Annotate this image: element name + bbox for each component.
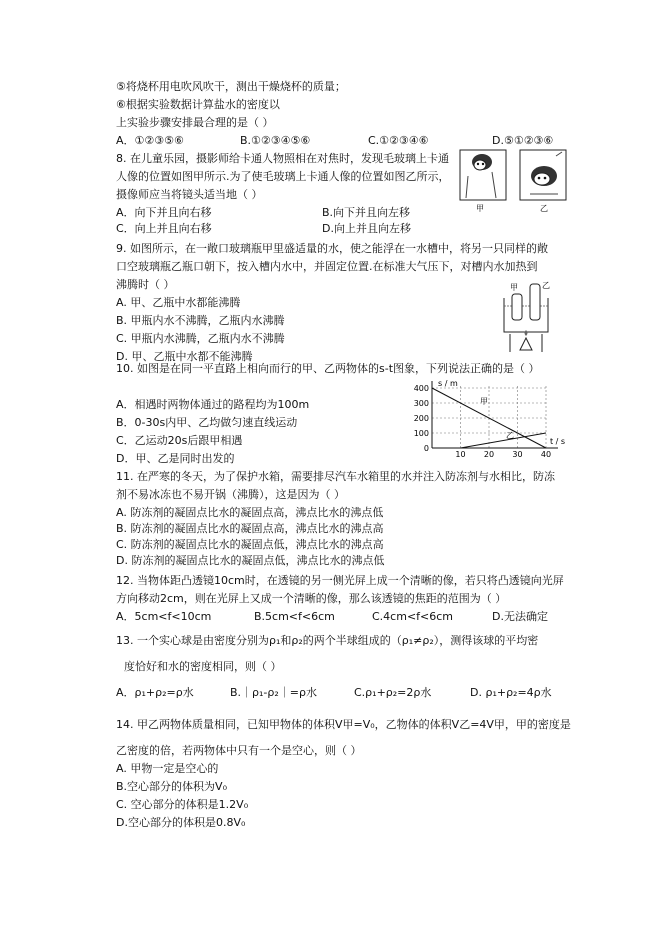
q9-option-d: D. 甲、乙瓶中水都不能沸腾 bbox=[116, 350, 253, 363]
q9-option-a: A. 甲、乙瓶中水都能沸腾 bbox=[116, 296, 241, 309]
q9-option-b: B. 甲瓶内水不沸腾，乙瓶内水沸腾 bbox=[116, 314, 285, 327]
q10-y-axis-label: s / m bbox=[438, 379, 458, 388]
q10-x-axis-label: t / s bbox=[550, 437, 566, 446]
q10-y-tick: 100 bbox=[413, 429, 429, 438]
q8-text-line-3: 摄像师应当将镜头适当地（ ） bbox=[116, 188, 263, 201]
q7-option-b: B.①②③④⑤⑥ bbox=[240, 134, 311, 147]
q9-figure bbox=[500, 278, 554, 358]
q8-figure bbox=[458, 148, 570, 214]
q13-option-b: B.｜ρ₁-ρ₂｜=ρ水 bbox=[230, 686, 317, 699]
q10-x-tick: 10 bbox=[455, 450, 466, 458]
q14-option-c: C. 空心部分的体积是1.2V₀ bbox=[116, 798, 249, 811]
q10-y-tick: 0 bbox=[423, 444, 429, 453]
q9-bottle-yi bbox=[530, 284, 540, 320]
q7-option-a: A．①②③⑤⑥ bbox=[116, 134, 184, 147]
q11-option-d: D. 防冻剂的凝固点比水的凝固点低，沸点比水的沸点低 bbox=[116, 554, 385, 567]
q7-question-text: 上实验步骤安排最合理的是（ ） bbox=[116, 116, 274, 129]
q10-option-d: D．甲、乙是同时出发的 bbox=[116, 452, 235, 465]
q10-option-c: C．乙运动20s后跟甲相遇 bbox=[116, 434, 243, 447]
q11-option-b: B. 防冻剂的凝固点比水的凝固点高，沸点比水的沸点高 bbox=[116, 522, 384, 535]
q9-option-c: C. 甲瓶内水沸腾，乙瓶内水不沸腾 bbox=[116, 332, 285, 345]
q12-text-line-1: 12. 当物体距凸透镜10cm时，在透镜的另一侧光屏上成一个清晰的像，若只将凸透镜向光屏 bbox=[116, 574, 564, 587]
q8-label-jia: 甲 bbox=[476, 204, 484, 213]
q11-option-a: A. 防冻剂的凝固点比水的凝固点高，沸点比水的沸点低 bbox=[116, 506, 384, 519]
q12-text-line-2: 方向移动2cm，则在光屏上又成一个清晰的像，那么该透镜的焦距的范围为（ ） bbox=[116, 592, 507, 605]
q9-text-line-3: 沸腾时（ ） bbox=[116, 278, 175, 291]
q13-option-c: C.ρ₁+ρ₂=2ρ水 bbox=[354, 686, 432, 699]
q11-text-line-1: 11. 在严寒的冬天，为了保护水箱，需要排尽汽车水箱里的水并注入防冻剂与水相比，防冻 bbox=[116, 470, 555, 483]
q9-burner-icon bbox=[520, 338, 532, 350]
q10-x-tick: 30 bbox=[512, 450, 523, 458]
q10-x-tick: 20 bbox=[483, 450, 495, 458]
q9-bottle-jia bbox=[512, 294, 522, 320]
q9-label-yi: 乙 bbox=[542, 281, 550, 290]
q12-option-c: C.4cm<f<6cm bbox=[372, 610, 454, 623]
q9-label-jia: 甲 bbox=[510, 283, 518, 292]
q10-st-graph bbox=[410, 378, 566, 458]
q12-option-a: A．5cm<f<10cm bbox=[116, 610, 212, 623]
q7-option-c: C.①②③④⑥ bbox=[368, 134, 429, 147]
q14-option-d: D.空心部分的体积是0.8V₀ bbox=[116, 816, 246, 829]
q10-line-yi bbox=[461, 433, 547, 448]
q10-y-tick: 400 bbox=[413, 384, 429, 393]
q9-text-line-2: 口空玻璃瓶乙瓶口朝下，按入槽内水中，并固定位置.在标准大气压下，对槽内水加热到 bbox=[116, 260, 538, 273]
q10-series-jia-label: 甲 bbox=[480, 397, 488, 406]
q9-flame-icon bbox=[525, 330, 528, 336]
q10-option-a: A．相遇时两物体通过的路程均为100m bbox=[116, 398, 310, 411]
q11-text-line-2: 剂不易冰冻也不易开锅（沸腾），这是因为（ ） bbox=[116, 488, 345, 501]
q10-y-tick: 200 bbox=[413, 414, 429, 423]
q13-option-d: D. ρ₁+ρ₂=4ρ水 bbox=[470, 686, 552, 699]
q10-series-yi-label: 乙 bbox=[506, 431, 514, 440]
q14-text-line-2: 乙密度的倍，若两物体中只有一个是空心，则（ ） bbox=[116, 744, 362, 757]
q8-option-c: C．向上并且向右移 bbox=[116, 222, 212, 235]
q9-text-line-1: 9. 如图所示，在一敞口玻璃瓶甲里盛适量的水，使之能浮在一水槽中，将另一只同样的敞 bbox=[116, 242, 548, 255]
q11-option-c: C. 防冻剂的凝固点比水的凝固点低，沸点比水的沸点高 bbox=[116, 538, 384, 551]
q10-y-tick: 300 bbox=[413, 399, 429, 408]
q9-water-tank bbox=[504, 298, 548, 332]
q8-option-b: B.向下并且向左移 bbox=[322, 206, 411, 219]
q8-option-d: D.向上并且向左移 bbox=[322, 222, 411, 235]
q14-text-line-1: 14. 甲乙两物体质量相同，已知甲物体的体积V甲=V₀，乙物体的体积V乙=4V甲，甲的密度是 bbox=[116, 718, 571, 731]
q14-option-a: A. 甲物一定是空心的 bbox=[116, 762, 219, 775]
step-5-text: ⑤将烧杯用电吹风吹干，测出干燥烧杯的质量； bbox=[116, 80, 346, 93]
q8-text-line-1: 8. 在儿童乐园，摄影师给卡通人物照相在对焦时，发现毛玻璃上卡通 bbox=[116, 152, 449, 165]
q8-option-a: A．向下并且向右移 bbox=[116, 206, 212, 219]
step-6-text: ⑥根据实验数据计算盐水的密度以 bbox=[116, 98, 280, 111]
q14-option-b: B.空心部分的体积为V₀ bbox=[116, 780, 227, 793]
q10-option-b: B．0-30s内甲、乙均做匀速直线运动 bbox=[116, 416, 298, 429]
q12-option-d: D.无法确定 bbox=[492, 610, 548, 623]
q12-option-b: B.5cm<f<6cm bbox=[254, 610, 335, 623]
q13-option-a: A．ρ₁+ρ₂=ρ水 bbox=[116, 686, 194, 699]
q10-text: 10. 如图是在同一平直路上相向而行的甲、乙两物体的s-t图象，下列说法正确的是（ ） bbox=[116, 362, 540, 375]
q13-text-line-1: 13. 一个实心球是由密度分别为ρ₁和ρ₂的两个半球组成的（ρ₁≠ρ₂），测得该球的平均密 bbox=[116, 634, 539, 647]
q10-x-tick: 40 bbox=[540, 450, 552, 458]
q8-text-line-2: 人像的位置如图甲所示.为了使毛玻璃上卡通人像的位置如图乙所示， bbox=[116, 170, 450, 183]
q8-label-yi: 乙 bbox=[540, 204, 548, 213]
q13-text-line-2: 度恰好和水的密度相同，则（ ） bbox=[124, 660, 282, 673]
q7-option-d: D.⑤①②③⑥ bbox=[492, 134, 554, 147]
